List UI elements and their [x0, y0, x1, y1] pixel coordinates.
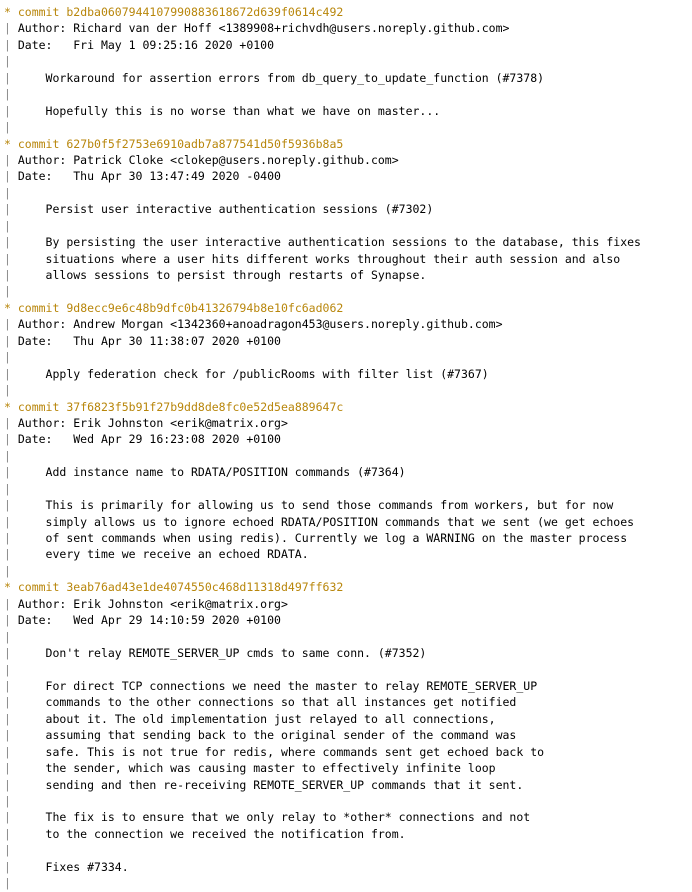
log-line [0, 86, 692, 102]
commit-header-line [0, 136, 692, 152]
graph-pipe: | [4, 235, 18, 250]
log-line [0, 596, 692, 612]
commit-keyword: commit [17, 399, 60, 414]
log-line-text: assuming that sending back to the original sender of the command was [17, 728, 517, 743]
log-line [0, 826, 692, 842]
log-line-text: the sender, which was causing master to effectively infinite loop [17, 761, 496, 776]
commit-hash: 37f6823f5b91f27b9dd8de8fc0e52d5ea889647c [66, 399, 344, 414]
graph-pipe: | [4, 268, 18, 282]
graph-pipe: | [4, 810, 18, 825]
log-line [0, 119, 692, 135]
log-line-text: Author: Erik Johnston <erik@matrix.org> [17, 596, 288, 611]
graph-pipe: | [4, 465, 18, 480]
log-line-text: Date: Wed Apr 29 14:10:59 2020 +0100 [17, 613, 281, 628]
log-line-text: Apply federation check for /publicRooms with filter list (#7367) [17, 366, 489, 381]
graph-pipe: | [4, 596, 18, 611]
log-line-text: By persisting the user interactive authentication sessions to the database, this fixes [17, 235, 641, 250]
graph-pipe: | [4, 662, 18, 677]
graph-pipe: | [4, 70, 18, 85]
graph-pipe: | [4, 498, 18, 513]
graph-pipe: | [4, 531, 18, 545]
graph-star: * [4, 300, 18, 315]
graph-pipe: | [4, 744, 18, 759]
commit-header-line [0, 399, 692, 415]
log-line [0, 481, 692, 497]
log-line [0, 793, 692, 809]
commit-hash: 9d8ecc9e6c48b9dfc0b41326794b8e10fc6ad062 [66, 300, 344, 315]
graph-pipe: | [4, 169, 18, 184]
log-line-text: Author: Patrick Cloke <clokep@users.noreply.github.com> [17, 152, 399, 167]
log-line [0, 448, 692, 464]
graph-pipe: | [4, 448, 18, 463]
graph-pipe: | [4, 366, 18, 381]
graph-pipe: | [4, 185, 18, 200]
log-line [0, 152, 692, 168]
log-line [0, 464, 692, 480]
log-line [0, 760, 692, 776]
graph-pipe: | [4, 350, 18, 365]
graph-pipe: | [4, 333, 18, 348]
graph-pipe: | [4, 152, 18, 167]
log-line [0, 530, 692, 546]
log-line [0, 185, 692, 201]
log-line [0, 875, 692, 891]
log-line-text: Fixes #7334. [17, 859, 129, 874]
graph-pipe: | [4, 54, 18, 69]
log-line [0, 744, 692, 760]
graph-pipe: | [4, 826, 18, 841]
graph-pipe: | [4, 251, 18, 266]
graph-star: * [4, 5, 18, 19]
log-line [0, 431, 692, 447]
graph-pipe: | [4, 284, 18, 299]
graph-star: * [4, 136, 18, 151]
commit-keyword: commit [17, 300, 60, 315]
log-line-text: This is primarily for allowing us to send those commands from workers, but for now [17, 498, 614, 513]
log-line-text: every time we receive an echoed RDATA. [17, 547, 309, 562]
graph-pipe: | [4, 646, 18, 661]
log-line [0, 53, 692, 69]
commit-hash: b2dba0607944107990883618672d639f0614c492 [66, 5, 344, 19]
log-line [0, 415, 692, 431]
commit-hash: 627b0f5f2753e6910adb7a877541d50f5936b8a5 [66, 136, 344, 151]
log-line [0, 201, 692, 217]
commit-header-line [0, 300, 692, 316]
log-line [0, 103, 692, 119]
log-line [0, 629, 692, 645]
log-line-text: about it. The old implementation just relayed to all connections, [17, 711, 496, 726]
graph-star: * [4, 399, 18, 414]
log-line [0, 168, 692, 184]
graph-pipe: | [4, 87, 18, 102]
log-line-text: commands to the other connections so that all instances get notified [17, 695, 517, 710]
graph-pipe: | [4, 777, 18, 792]
graph-pipe: | [4, 761, 18, 776]
log-line [0, 218, 692, 234]
log-line-text: simply allows us to ignore echoed RDATA/POSITION commands that we sent (we get echoes [17, 514, 635, 529]
graph-pipe: | [4, 432, 18, 447]
log-line-text: to the connection we received the notification from. [17, 826, 406, 841]
graph-pipe: | [4, 514, 18, 529]
log-line [0, 727, 692, 743]
graph-pipe: | [4, 21, 18, 36]
log-line [0, 859, 692, 875]
log-line [0, 366, 692, 382]
commit-keyword: commit [17, 580, 60, 595]
log-line [0, 777, 692, 793]
log-line-text: Date: Thu Apr 30 11:38:07 2020 +0100 [17, 333, 281, 348]
graph-pipe: | [4, 218, 18, 233]
log-line [0, 546, 692, 562]
log-line-text: sending and then re-receiving REMOTE_SERVER_UP commands that it sent. [17, 777, 524, 792]
commit-hash: 3eab76ad43e1de4074550c468d11318d497ff632 [66, 580, 344, 595]
log-line-text: Date: Wed Apr 29 16:23:08 2020 +0100 [17, 432, 281, 447]
log-line [0, 251, 692, 267]
log-line [0, 70, 692, 86]
graph-pipe: | [4, 563, 18, 578]
log-line [0, 662, 692, 678]
graph-pipe: | [4, 120, 18, 135]
log-line [0, 612, 692, 628]
graph-pipe: | [4, 415, 18, 430]
graph-pipe: | [4, 383, 18, 398]
log-line-text: Workaround for assertion errors from db_query_to_update_function (#7378) [17, 70, 545, 85]
log-line [0, 563, 692, 579]
log-line-text: Date: Fri May 1 09:25:16 2020 +0100 [17, 37, 275, 52]
log-line-text: Author: Andrew Morgan <1342360+anoadragon453@users.noreply.github.com> [17, 317, 503, 332]
graph-pipe: | [4, 37, 18, 52]
log-line-text: situations where a user hits different works throughout their auth session and also [17, 251, 621, 266]
log-line [0, 349, 692, 365]
graph-pipe: | [4, 695, 18, 710]
log-line [0, 678, 692, 694]
log-line-text: Author: Richard van der Hoff <1389908+richvdh@users.noreply.github.com> [17, 21, 510, 36]
graph-pipe: | [4, 629, 18, 644]
log-line [0, 37, 692, 53]
log-line [0, 20, 692, 36]
graph-pipe: | [4, 103, 18, 118]
log-line [0, 267, 692, 283]
graph-pipe: | [4, 876, 18, 891]
log-line-text: Persist user interactive authentication sessions (#7302) [17, 202, 434, 217]
graph-pipe: | [4, 859, 18, 874]
graph-pipe: | [4, 843, 18, 858]
log-line [0, 333, 692, 349]
log-line-text: Hopefully this is no worse than what we have on master... [17, 103, 441, 118]
graph-pipe: | [4, 678, 18, 693]
graph-pipe: | [4, 317, 18, 332]
log-line [0, 711, 692, 727]
log-line-text: safe. This is not true for redis, where commands sent get echoed back to [17, 744, 545, 759]
commit-keyword: commit [17, 5, 60, 19]
log-line-text: Author: Erik Johnston <erik@matrix.org> [17, 415, 288, 430]
graph-pipe: | [4, 481, 18, 496]
graph-pipe: | [4, 794, 18, 808]
commit-header-line [0, 579, 692, 595]
log-line [0, 316, 692, 332]
graph-pipe: | [4, 711, 18, 726]
log-line [0, 382, 692, 398]
graph-star: * [4, 580, 18, 595]
graph-pipe: | [4, 728, 18, 743]
commit-header-line [0, 4, 692, 20]
log-line [0, 514, 692, 530]
log-line [0, 283, 692, 299]
log-line [0, 645, 692, 661]
log-line-text: Add instance name to RDATA/POSITION commands (#7364) [17, 465, 406, 480]
commit-keyword: commit [17, 136, 60, 151]
graph-pipe: | [4, 613, 18, 628]
log-line-text: allows sessions to persist through restarts of Synapse. [17, 268, 427, 282]
log-line-text: Date: Thu Apr 30 13:47:49 2020 -0400 [17, 169, 281, 184]
graph-pipe: | [4, 547, 18, 562]
log-line [0, 497, 692, 513]
log-line-text: of sent commands when using redis). Currently we log a WARNING on the master process [17, 531, 628, 545]
log-line [0, 694, 692, 710]
log-line-text: For direct TCP connections we need the master to relay REMOTE_SERVER_UP [17, 678, 538, 693]
log-line-text: The fix is to ensure that we only relay to *other* connections and not [17, 810, 531, 825]
log-line [0, 809, 692, 825]
log-line [0, 842, 692, 858]
log-line-text: Don't relay REMOTE_SERVER_UP cmds to same conn. (#7352) [17, 646, 427, 661]
graph-pipe: | [4, 202, 18, 217]
log-line [0, 234, 692, 250]
